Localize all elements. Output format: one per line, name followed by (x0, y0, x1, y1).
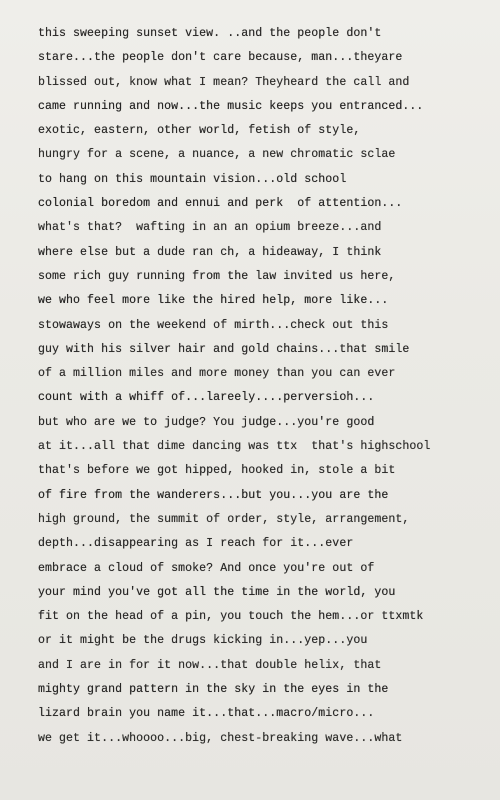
text-line: what's that? wafting in an an opium breeze...and (38, 221, 382, 235)
text-line: depth...disappearing as I reach for it...ever (38, 537, 354, 551)
text-line: fit on the head of a pin, you touch the hem...or ttxmtk (38, 610, 424, 624)
text-line: mighty grand pattern in the sky in the eyes in the (38, 683, 389, 697)
text-line: of a million miles and more money than you can ever (38, 367, 396, 381)
text-line: hungry for a scene, a nuance, a new chromatic sclae (38, 148, 396, 162)
text-line: at it...all that dime dancing was ttx that's highschool (38, 440, 431, 454)
text-line: count with a whiff of...lareely....perversioh... (38, 391, 375, 405)
text-line: that's before we got hipped, hooked in, stole a bit (38, 464, 396, 478)
text-line: high ground, the summit of order, style, arrangement, (38, 512, 410, 526)
text-line: and I are in for it now...that double helix, that (38, 658, 382, 672)
text-line: we get it...whoooo...big, chest-breaking wave...what (38, 731, 403, 745)
text-line: embrace a cloud of smoke? And once you're out of (38, 561, 375, 575)
text-line: we who feel more like the hired help, more like... (38, 294, 389, 308)
text-line: but who are we to judge? You judge...you're good (38, 415, 375, 429)
text-line: or it might be the drugs kicking in...yep...you (38, 634, 368, 648)
text-line: to hang on this mountain vision...old school (38, 172, 347, 186)
text-line: colonial boredom and ennui and perk of attention... (38, 197, 403, 211)
text-line: came running and now...the music keeps you entranced... (38, 99, 424, 113)
text-line: some rich guy running from the law invited us here, (38, 269, 396, 283)
text-line: blissed out, know what I mean? Theyheard the call and (38, 75, 410, 89)
text-line: your mind you've got all the time in the world, you (38, 585, 396, 599)
text-line: exotic, eastern, other world, fetish of style, (38, 124, 361, 138)
text-block (38, 22, 493, 751)
text-line: where else but a dude ran ch, a hideaway, I think (38, 245, 382, 259)
text-line: lizard brain you name it...that...macro/micro... (38, 707, 375, 721)
text-line: guy with his silver hair and gold chains...that smile (38, 342, 410, 356)
text-line: this sweeping sunset view. ..and the people don't (38, 27, 382, 40)
text-line: of fire from the wanderers...but you...you are the (38, 488, 389, 502)
text-line: stowaways on the weekend of mirth...check out this (38, 318, 389, 332)
text-line: stare...the people don't care because, man...theyare (38, 51, 403, 65)
